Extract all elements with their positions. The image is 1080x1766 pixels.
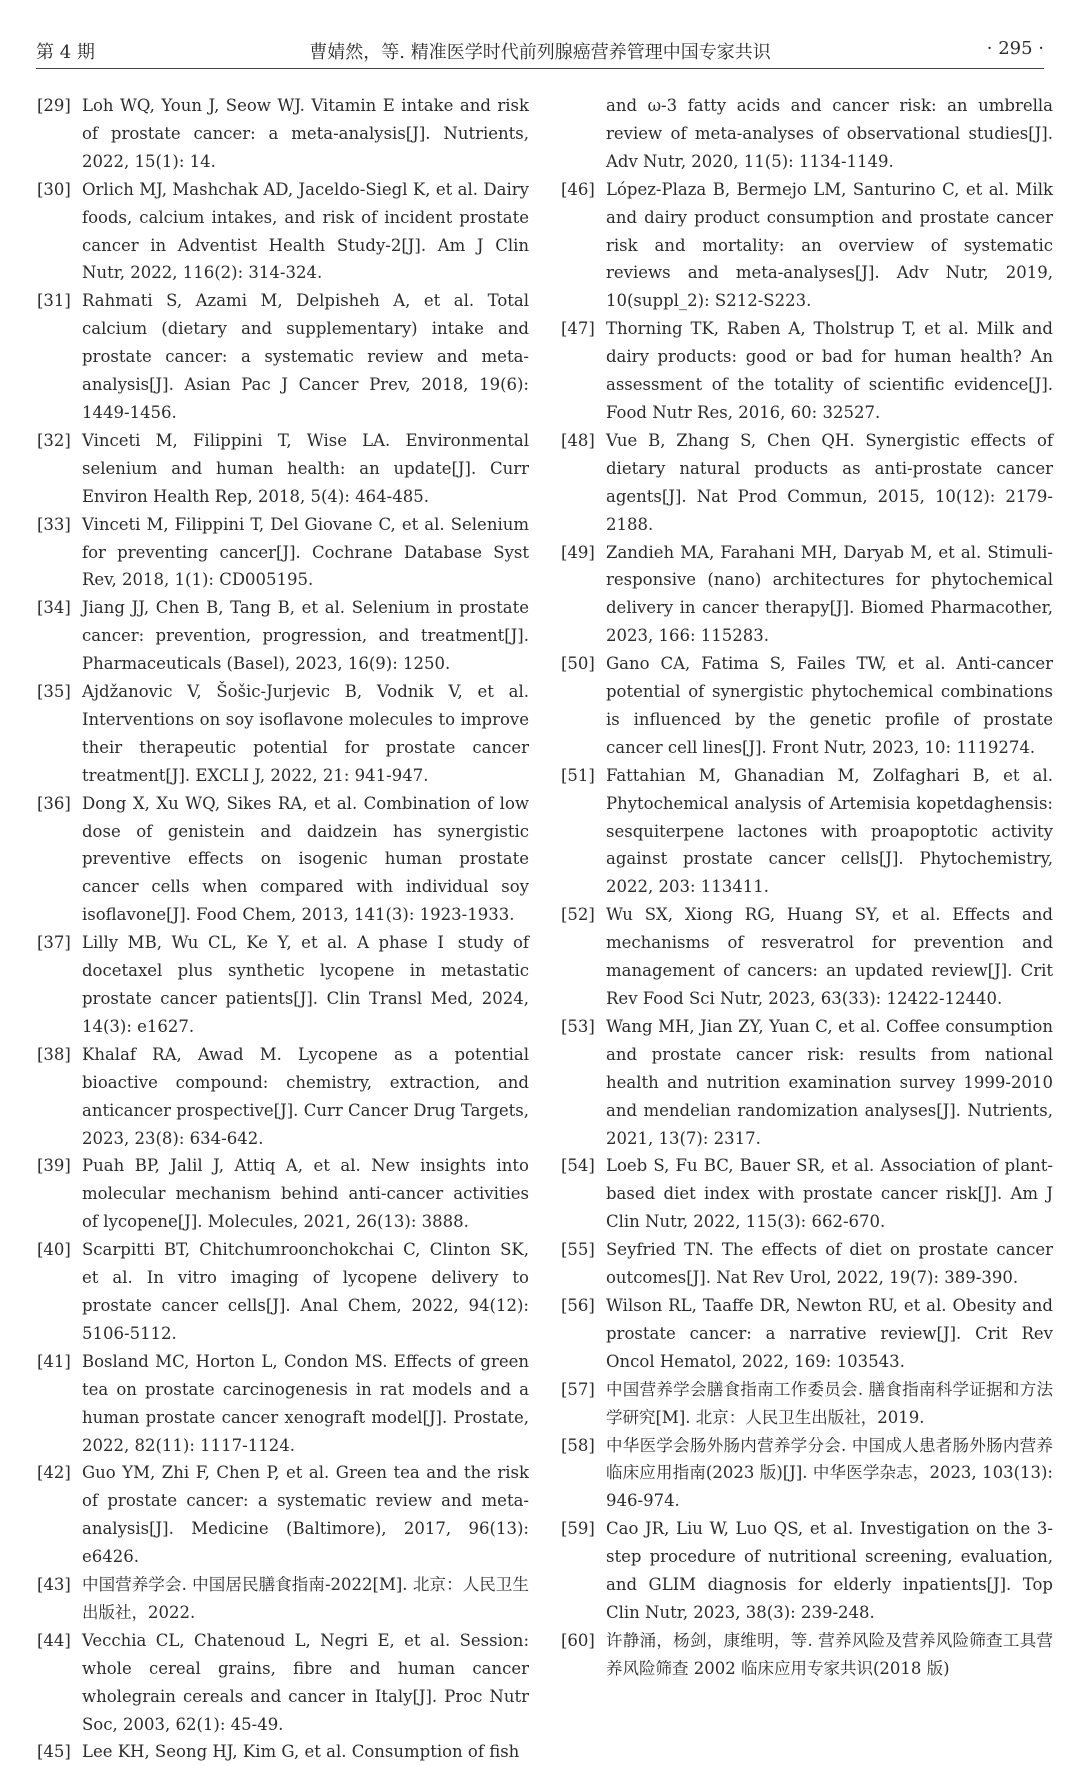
- running-header: [36, 30, 1044, 68]
- reference-entry: [37, 1152, 529, 1236]
- reference-number: [34]: [37, 598, 71, 618]
- reference-number: [46]: [561, 179, 595, 199]
- reference-number: [59]: [561, 1519, 595, 1539]
- reference-entry: [37, 287, 529, 427]
- reference-number: [51]: [561, 765, 595, 785]
- reference-entry: [561, 539, 1053, 651]
- reference-number: [31]: [37, 291, 71, 311]
- reference-number: [55]: [561, 1240, 595, 1260]
- reference-text: 中华医学会肠外肠内营养学分会. 中国成人患者肠外肠内营养临床应用指南(2023 版)[J]. 中华医学杂志，2023, 103(13): 946-974.: [606, 1435, 1053, 1511]
- reference-number: [561, 92, 606, 176]
- reference-column-right: [561, 92, 1053, 1683]
- reference-entry: [37, 427, 529, 511]
- reference-entry: [37, 1348, 529, 1460]
- reference-text: Guo YM, Zhi F, Chen P, et al. Green tea and the risk of prostate cancer: a systematic review and meta-analysis[J]. Medicine (Baltimore), 2017, 96(13): e6426.: [82, 1463, 529, 1567]
- reference-entry: [561, 650, 1053, 762]
- reference-number: [35]: [37, 682, 71, 702]
- reference-number: [48]: [561, 430, 595, 450]
- reference-text: 中国营养学会膳食指南工作委员会. 膳食指南科学证据和方法学研究[M]. 北京：人民卫生出版社，2019.: [606, 1379, 1053, 1427]
- reference-number: [57]: [561, 1379, 595, 1399]
- reference-entry: [37, 1459, 529, 1571]
- reference-text: Khalaf RA, Awad M. Lycopene as a potential bioactive compound: chemistry, extraction, and anticancer prospective[J]. Curr Cancer Drug Targets, 2023, 23(8): 634-642.: [82, 1044, 529, 1148]
- reference-text: Fattahian M, Ghanadian M, Zolfaghari B, et al. Phytochemical analysis of Artemisia kopetdaghensis: sesquiterpene lactones with proapoptotic activity against prostate cancer cells[J]. Phytochemistry, 2022, 203: 113411.: [606, 765, 1053, 897]
- reference-text: López-Plaza B, Bermejo LM, Santurino C, et al. Milk and dairy product consumption and prostate cancer risk and mortality: an overview of systematic reviews and meta-analyses[J]. Adv Nutr, 2019, 10(suppl_2): S212-S223.: [606, 179, 1053, 311]
- reference-text: Cao JR, Liu W, Luo QS, et al. Investigation on the 3-step procedure of nutritional screening, evaluation, and GLIM diagnosis for elderly inpatients[J]. Top Clin Nutr, 2023, 38(3): 239-248.: [606, 1519, 1053, 1622]
- reference-text: Vinceti M, Filippini T, Del Giovane C, et al. Selenium for preventing cancer[J]. Cochrane Database Syst Rev, 2018, 1(1): CD005195.: [82, 514, 529, 590]
- reference-text: Ajdžanovic V, Šošic-Jurjevic B, Vodnik V, et al. Interventions on soy isoflavone molecules to improve their therapeutic potential for prostate cancer treatment[J]. EXCLI J, 2022, 21: 941-947.: [82, 682, 529, 785]
- reference-entry: [37, 92, 529, 176]
- reference-number: [52]: [561, 905, 595, 925]
- reference-number: [30]: [37, 179, 71, 199]
- reference-text: Wang MH, Jian ZY, Yuan C, et al. Coffee consumption and prostate cancer risk: results from national health and nutrition examination survey 1999-2010 and mendelian randomization analyses[J]. Nutrients, 2021, 13(7): 2317.: [606, 1016, 1053, 1148]
- reference-text: Seyfried TN. The effects of diet on prostate cancer outcomes[J]. Nat Rev Urol, 2022, 19(7): 389-390.: [606, 1240, 1053, 1288]
- reference-number: [47]: [561, 319, 595, 339]
- reference-number: [33]: [37, 514, 71, 534]
- reference-entry: [37, 678, 529, 790]
- reference-number: [42]: [37, 1463, 71, 1483]
- reference-text: 许静涌，杨剑，康维明，等. 营养风险及营养风险筛查工具营养风险筛查 2002 临床应用专家共识(2018 版): [606, 1630, 1053, 1678]
- reference-number: [38]: [37, 1044, 71, 1064]
- reference-number: [37]: [37, 933, 71, 953]
- reference-entry: [561, 176, 1053, 316]
- reference-entry: [37, 1236, 529, 1348]
- reference-text: Wu SX, Xiong RG, Huang SY, et al. Effects and mechanisms of resveratrol for prevention and management of cancers: an updated review[J]. Crit Rev Food Sci Nutr, 2023, 63(33): 12422-12440.: [606, 905, 1053, 1008]
- reference-text: Scarpitti BT, Chitchumroonchokchai C, Clinton SK, et al. In vitro imaging of lycopene delivery to prostate cancer cells[J]. Anal Chem, 2022, 94(12): 5106-5112.: [82, 1240, 529, 1343]
- reference-number: [45]: [37, 1742, 71, 1762]
- reference-column-left: [37, 92, 529, 1766]
- reference-text: Vinceti M, Filippini T, Wise LA. Environmental selenium and human health: an update[J]. Curr Environ Health Rep, 2018, 5(4): 464-485.: [82, 430, 529, 506]
- reference-text: 中国营养学会. 中国居民膳食指南-2022[M]. 北京：人民卫生出版社，2022.: [82, 1575, 529, 1622]
- reference-number: [60]: [561, 1630, 595, 1650]
- reference-text: Wilson RL, Taaffe DR, Newton RU, et al. Obesity and prostate cancer: a narrative review[J]. Crit Rev Oncol Hematol, 2022, 169: 103543.: [606, 1295, 1053, 1371]
- page-number: · 295 ·: [986, 38, 1044, 59]
- reference-entry: [37, 594, 529, 678]
- reference-number: [56]: [561, 1295, 595, 1315]
- reference-text: Jiang JJ, Chen B, Tang B, et al. Selenium in prostate cancer: prevention, progression, and treatment[J]. Pharmaceuticals (Basel), 2023, 16(9): 1250.: [82, 598, 529, 674]
- reference-entry: [561, 92, 1053, 176]
- reference-entry: [561, 1432, 1053, 1516]
- reference-text: Vue B, Zhang S, Chen QH. Synergistic effects of dietary natural products as anti-prostate cancer agents[J]. Nat Prod Commun, 2015, 10(12): 2179-2188.: [606, 430, 1053, 534]
- reference-entry: [561, 1152, 1053, 1236]
- reference-entry: [561, 1627, 1053, 1683]
- reference-number: [58]: [561, 1435, 595, 1455]
- reference-entry: [37, 176, 529, 288]
- reference-number: [36]: [37, 793, 71, 813]
- reference-number: [40]: [37, 1240, 71, 1260]
- reference-entry: [561, 1515, 1053, 1627]
- reference-entry: [37, 1571, 529, 1627]
- reference-text: Dong X, Xu WQ, Sikes RA, et al. Combination of low dose of genistein and daidzein has synergistic preventive effects on isogenic human prostate cancer cells when compared with individual soy isoflavone[J]. Food Chem, 2013, 141(3): 1923-1933.: [82, 793, 529, 925]
- issue-number: 第 4 期: [36, 42, 95, 63]
- reference-entry: [37, 1738, 529, 1766]
- reference-entry: [561, 315, 1053, 427]
- reference-entry: [561, 1236, 1053, 1292]
- reference-text: Vecchia CL, Chatenoud L, Negri E, et al. Session: whole cereal grains, fibre and human cancer wholegrain cereals and cancer in Italy[J]. Proc Nutr Soc, 2003, 62(1): 45-49.: [82, 1630, 529, 1734]
- reference-number: [39]: [37, 1156, 71, 1176]
- reference-entry: [37, 511, 529, 595]
- reference-text: Loh WQ, Youn J, Seow WJ. Vitamin E intake and risk of prostate cancer: a meta-analysis[J]. Nutrients, 2022, 15(1): 14.: [82, 96, 529, 171]
- reference-text: Rahmati S, Azami M, Delpisheh A, et al. Total calcium (dietary and supplementary) intake and prostate cancer: a systematic review and meta-analysis[J]. Asian Pac J Cancer Prev, 2018, 19(6): 1449-1456.: [82, 291, 529, 422]
- reference-text: Lee KH, Seong HJ, Kim G, et al. Consumption of fish: [82, 1742, 520, 1762]
- reference-entry: [561, 1292, 1053, 1376]
- reference-entry: [561, 1013, 1053, 1153]
- reference-text: Thorning TK, Raben A, Tholstrup T, et al. Milk and dairy products: good or bad for human health? An assessment of the totality of scientific evidence[J]. Food Nutr Res, 2016, 60: 32527.: [606, 319, 1053, 422]
- reference-entry: [37, 1627, 529, 1739]
- reference-entry: [561, 427, 1053, 539]
- reference-number: [32]: [37, 430, 71, 450]
- reference-text: Puah BP, Jalil J, Attiq A, et al. New insights into molecular mechanism behind anti-cancer activities of lycopene[J]. Molecules, 2021, 26(13): 3888.: [82, 1156, 529, 1232]
- reference-entry: [561, 1376, 1053, 1432]
- reference-number: [43]: [37, 1575, 71, 1595]
- reference-entry: [561, 901, 1053, 1013]
- reference-text: Lilly MB, Wu CL, Ke Y, et al. A phase Ⅰ study of docetaxel plus synthetic lycopene in metastatic prostate cancer patients[J]. Clin Transl Med, 2024, 14(3): e1627.: [82, 933, 529, 1036]
- reference-number: [44]: [37, 1630, 71, 1650]
- reference-text: Gano CA, Fatima S, Failes TW, et al. Anti-cancer potential of synergistic phytochemical combinations is influenced by the genetic profile of prostate cancer cell lines[J]. Front Nutr, 2023, 10: 1119274.: [606, 654, 1053, 757]
- reference-text: Orlich MJ, Mashchak AD, Jaceldo-Siegl K, et al. Dairy foods, calcium intakes, and risk of incident prostate cancer in Adventist Health Study-2[J]. Am J Clin Nutr, 2022, 116(2): 314-324.: [82, 179, 529, 283]
- reference-entry: [37, 790, 529, 930]
- reference-text: and ω-3 fatty acids and cancer risk: an umbrella review of meta-analyses of observational studies[J]. Adv Nutr, 2020, 11(5): 1134-1149.: [606, 96, 1053, 171]
- reference-number: [29]: [37, 96, 71, 115]
- reference-entry: [37, 929, 529, 1041]
- reference-number: [54]: [561, 1156, 595, 1176]
- header-rule: [36, 68, 1044, 69]
- reference-number: [50]: [561, 654, 595, 674]
- running-title: 曹婧然，等. 精准医学时代前列腺癌营养管理中国专家共识: [309, 42, 771, 63]
- reference-entry: [37, 1041, 529, 1153]
- reference-text: Bosland MC, Horton L, Condon MS. Effects of green tea on prostate carcinogenesis in rat models and a human prostate cancer xenograft model[J]. Prostate, 2022, 82(11): 1117-1124.: [82, 1351, 529, 1455]
- reference-text: Zandieh MA, Farahani MH, Daryab M, et al. Stimuli-responsive (nano) architectures for phytochemical delivery in cancer therapy[J]. Biomed Pharmacother, 2023, 166: 115283.: [606, 542, 1053, 646]
- reference-number: [49]: [561, 542, 595, 562]
- reference-number: [41]: [37, 1351, 71, 1371]
- reference-entry: [561, 762, 1053, 902]
- reference-text: Loeb S, Fu BC, Bauer SR, et al. Association of plant-based diet index with prostate cancer risk[J]. Am J Clin Nutr, 2022, 115(3): 662-670.: [606, 1156, 1053, 1232]
- reference-number: [53]: [561, 1016, 595, 1036]
